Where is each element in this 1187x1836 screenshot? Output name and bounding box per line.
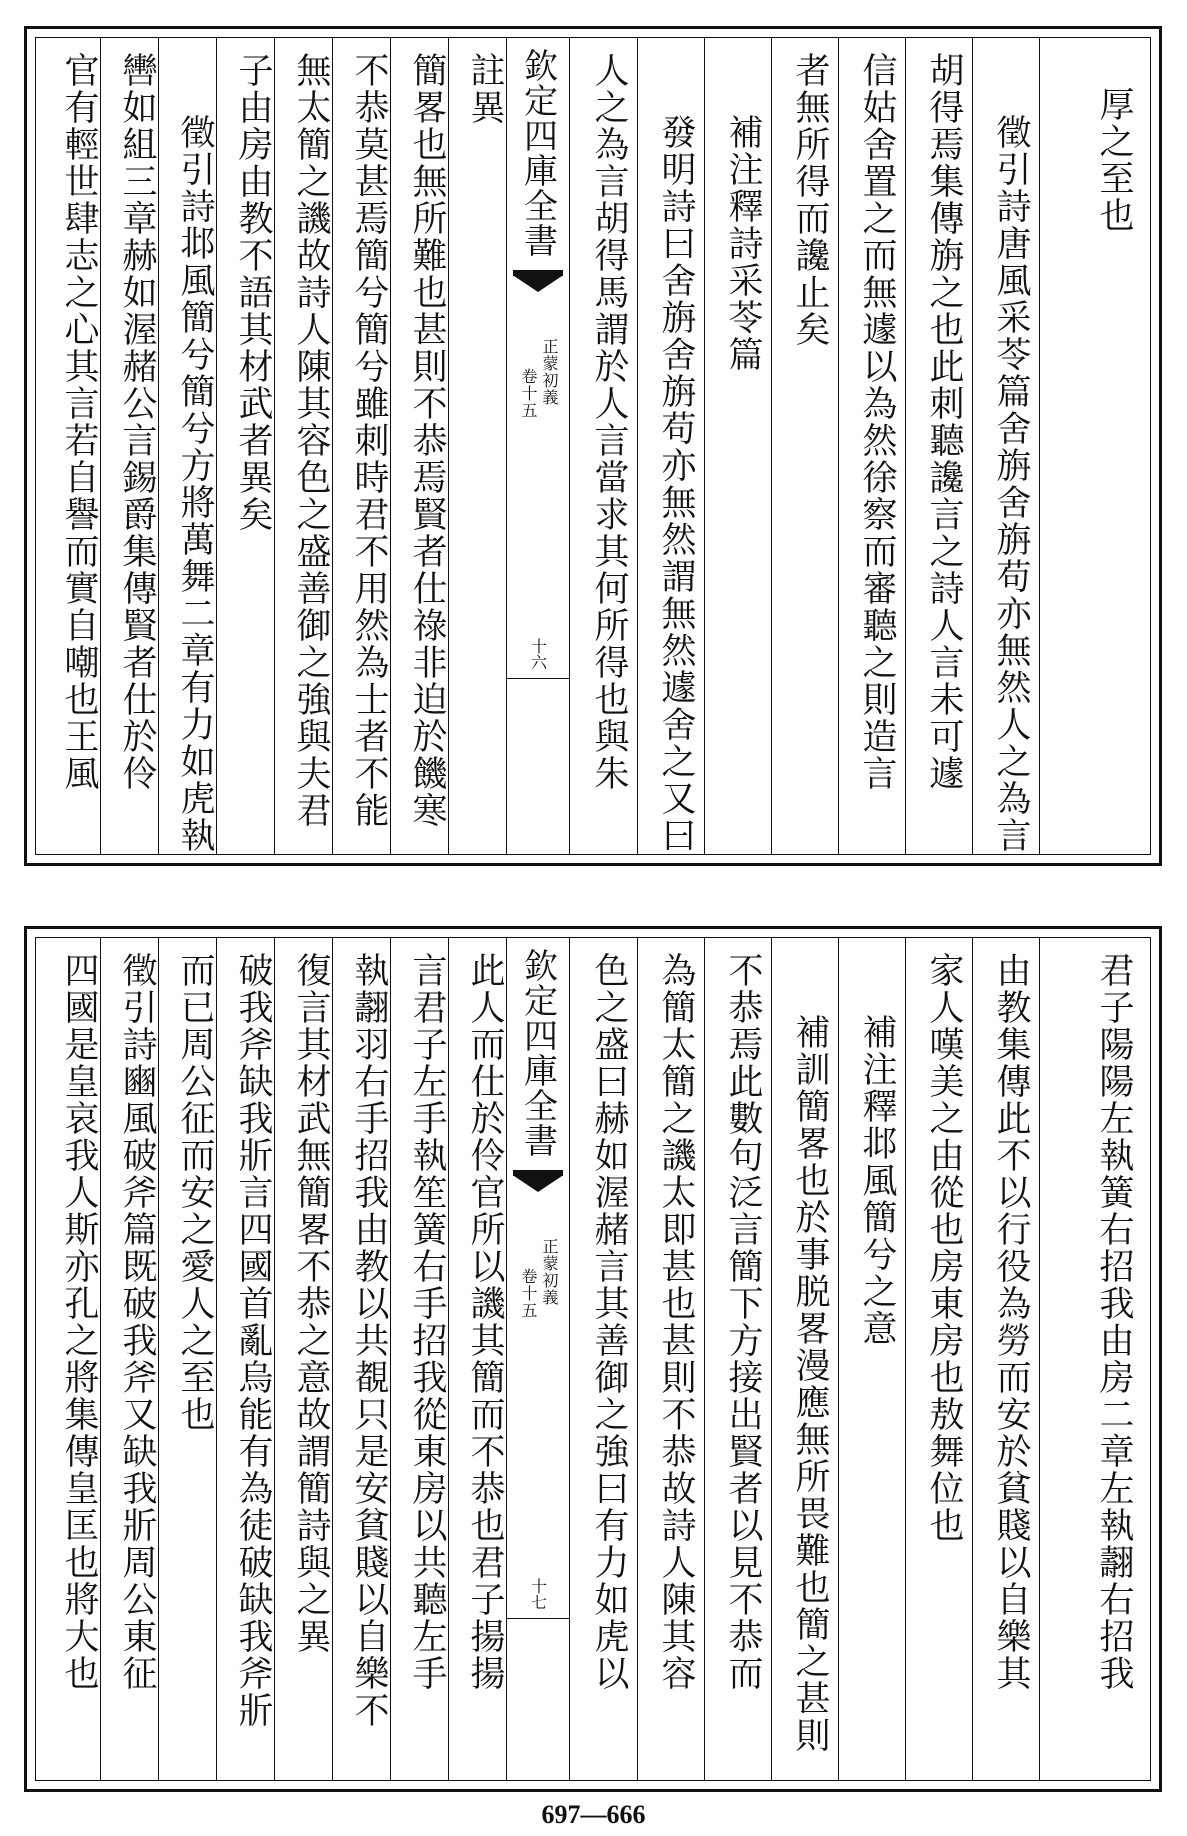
volume-label: 卷十五: [519, 368, 538, 419]
text-column: 執翿羽右手招我由教以共覩只是安貧賤以自樂不: [349, 952, 389, 1729]
column-rule: [158, 938, 159, 1780]
book-series-title: 欽定四庫全書: [517, 948, 558, 1158]
column-rule: [390, 38, 391, 854]
text-column: 而已周公征而安之愛人之至也: [175, 952, 215, 1433]
column-rule: [216, 938, 217, 1780]
text-column: 註異: [465, 52, 505, 126]
bottom-page: [24, 926, 1162, 1792]
center-fold-column: [506, 38, 570, 854]
column-rule: [100, 938, 101, 1780]
text-column: 官有輕世肆志之心其言若自譽而實自嘲也王風: [59, 52, 99, 792]
center-rule: [507, 1618, 569, 1619]
center-fold-column: [506, 938, 570, 1780]
text-column: 者無所得而讒止矣: [790, 52, 830, 348]
fishtail-ornament: [513, 270, 563, 312]
text-column: 色之盛曰赫如渥赭言其善御之強曰有力如虎以: [589, 952, 629, 1692]
column-rule: [390, 938, 391, 1780]
text-column: 子由房由教不語其材武者異矣: [233, 52, 273, 533]
text-column: 轡如組三章赫如渥赭公言錫爵集傳賢者仕於伶: [117, 52, 157, 792]
column-rule: [100, 38, 101, 854]
book-name: 正蒙初義: [540, 338, 559, 406]
column-rule: [158, 38, 159, 854]
top-page-frame: [35, 37, 1151, 855]
text-column: 徵引詩邶風簡兮簡兮方將萬舞二章有力如虎執: [175, 114, 215, 854]
text-column: 人之為言胡得馬謂於人言當求其何所得也與朱: [589, 52, 629, 792]
leaf-number: 十六: [528, 638, 548, 670]
text-column: 補注釋詩采苓篇: [723, 114, 763, 373]
book-name: 正蒙初義: [540, 1238, 559, 1306]
text-column: 復言其材武無簡畧不恭之意故謂簡詩與之異: [291, 952, 331, 1655]
fishtail-ornament: [513, 1170, 563, 1212]
column-rule: [216, 38, 217, 854]
book-series-title: 欽定四庫全書: [517, 48, 558, 258]
text-column: 信姑舍置之而無遽以為然徐察而審聽之則造言: [857, 52, 897, 792]
text-column: 發明詩曰舍旃舍旃苟亦無然謂無然遽舍之又曰: [656, 114, 696, 854]
top-page: [24, 26, 1162, 866]
leaf-number: 十七: [528, 1578, 548, 1610]
text-column: 徵引詩豳風破斧篇既破我斧又缺我斨周公東征: [117, 952, 157, 1692]
text-column: 由教集傳此不以行役為勞而安於貧賤以自樂其: [991, 952, 1031, 1692]
text-column: 不恭莫甚焉簡兮簡兮雖刺時君不用然為士者不能: [349, 52, 389, 829]
text-column: 補注釋邶風簡兮之意: [857, 1014, 897, 1347]
text-column: 此人而仕於伶官所以譏其簡而不恭也君子揚揚: [465, 952, 505, 1692]
page-code: 697—666: [541, 1800, 646, 1829]
text-column: 無太簡之譏故詩人陳其容色之盛善御之強與夫君: [291, 52, 331, 829]
bottom-page-frame: [35, 937, 1151, 1781]
text-column: 厚之至也: [1094, 86, 1134, 234]
column-rule: [448, 938, 449, 1780]
column-rule: [448, 38, 449, 854]
center-rule: [507, 678, 569, 679]
volume-label: 卷十五: [519, 1268, 538, 1319]
text-column: 徵引詩唐風采苓篇舍旃舍旃苟亦無然人之為言: [991, 114, 1031, 854]
text-column: 不恭焉此數句泛言簡下方接出賢者以見不恭而: [723, 952, 763, 1692]
column-rule: [274, 938, 275, 1780]
column-rule: [274, 38, 275, 854]
column-rule: [332, 38, 333, 854]
text-column: 簡畧也無所難也甚則不恭焉賢者仕祿非迫於饑寒: [407, 52, 447, 829]
text-column: 君子陽陽左執簧右招我由房二章左執翿右招我: [1094, 952, 1134, 1692]
text-column: 家人嘆美之由從也房東房也敖舞位也: [924, 952, 964, 1544]
text-column: 胡得焉集傳旃之也此刺聽讒言之詩人言未可遽: [924, 52, 964, 792]
text-column: 言君子左手執笙簧右手招我從東房以共聽左手: [407, 952, 447, 1692]
text-column: 破我斧缺我斨言四國首亂烏能有為徒破缺我斧斨: [233, 952, 273, 1729]
text-column: 為簡太簡之譏太即甚也甚則不恭故詩人陳其容: [656, 952, 696, 1692]
text-column: 補訓簡畧也於事脱畧漫應無所畏難也簡之甚則: [790, 1014, 830, 1754]
text-column: 四國是皇哀我人斯亦孔之將集傳皇匡也將大也: [59, 952, 99, 1692]
column-rule: [332, 938, 333, 1780]
